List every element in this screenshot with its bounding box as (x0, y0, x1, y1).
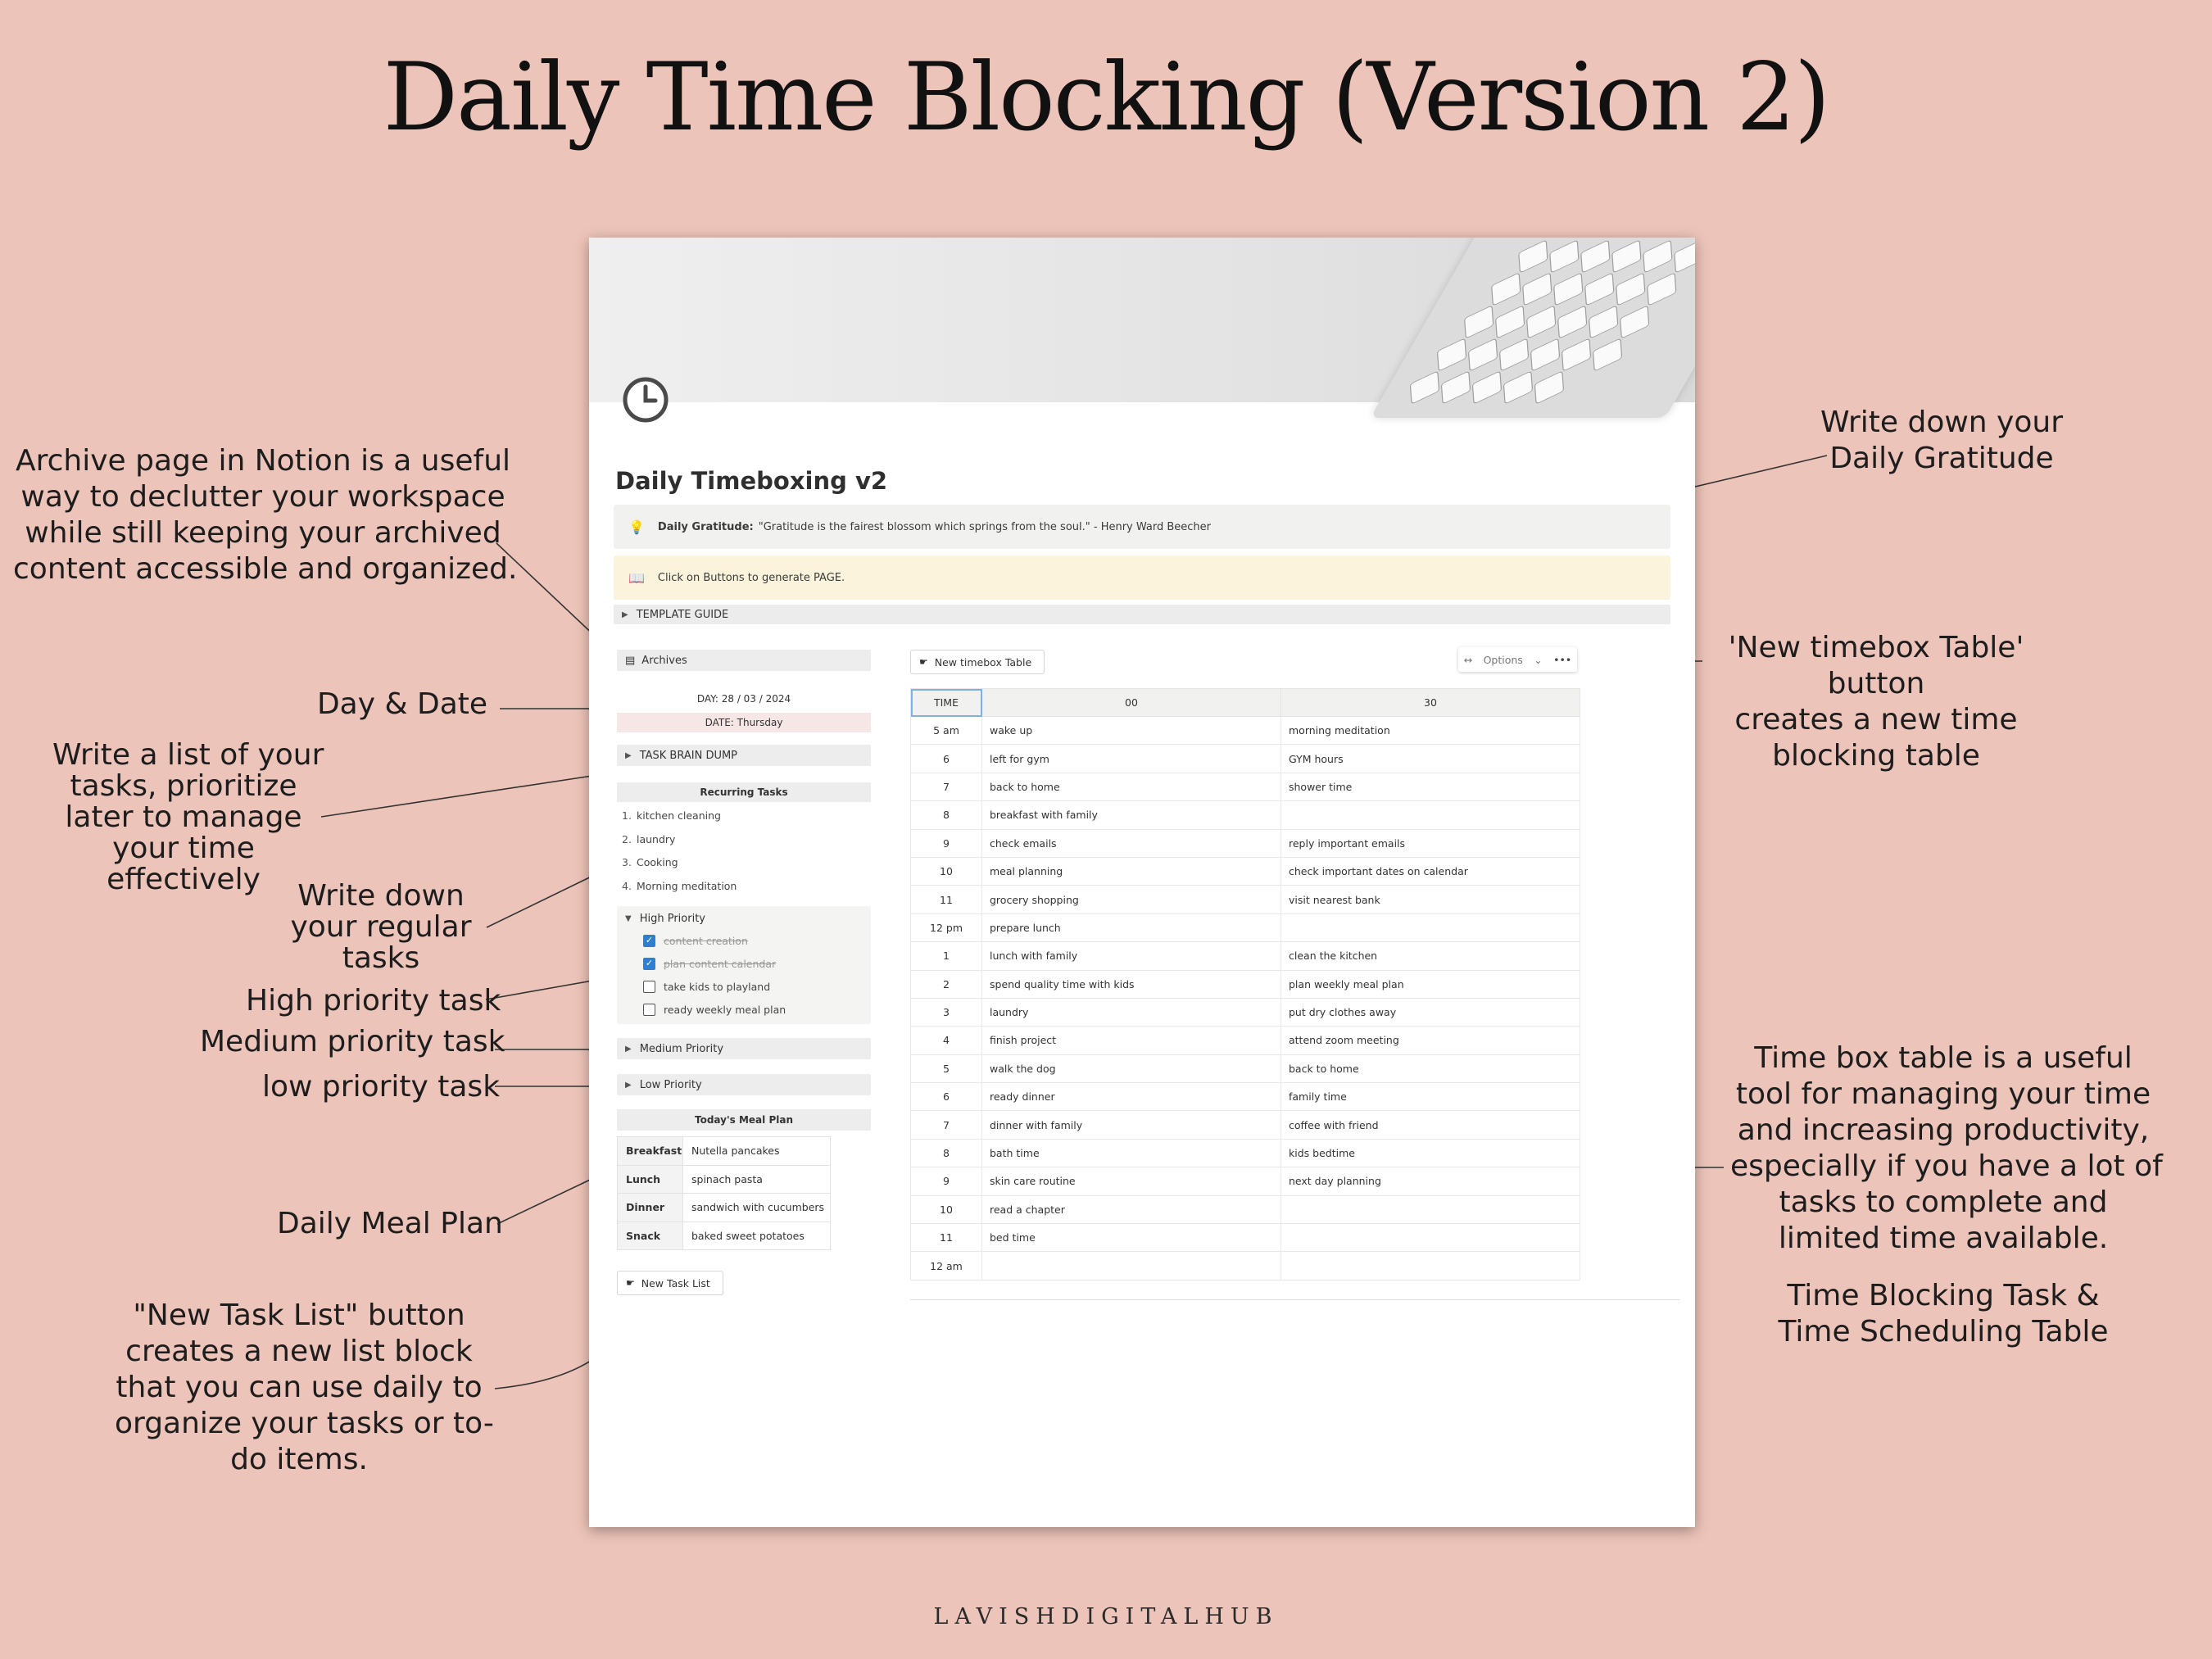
cover-image (589, 238, 1695, 402)
annotation-gratitude: Write down your Daily Gratitude (1820, 406, 2063, 475)
table-row (911, 942, 1580, 970)
notion-page (589, 238, 1695, 1527)
table-row (911, 1111, 1580, 1139)
checkbox-checked[interactable]: ✓ (643, 958, 655, 970)
task-cell[interactable]: put dry clothes away (1281, 998, 1580, 1026)
table-row (911, 773, 1580, 800)
template-guide-toggle[interactable]: ▶ TEMPLATE GUIDE (614, 605, 1670, 624)
task-cell[interactable]: finish project (982, 1027, 1281, 1054)
annotation-archive: Archive page in Notion is a useful way to declutter your workspace while still keeping your archived content accessible and organized. (13, 444, 518, 586)
book-icon: 📖 (628, 569, 645, 586)
task-cell[interactable]: grocery shopping (982, 886, 1281, 913)
table-row: Dinner sandwich with cucumbers (618, 1194, 831, 1222)
gratitude-label: Daily Gratitude: (657, 520, 754, 533)
list-item: 4. Morning meditation (622, 879, 737, 892)
pointer-icon: ☛ (919, 656, 928, 668)
task-cell[interactable]: read a chapter (982, 1195, 1281, 1223)
table-row: Breakfast Nutella pancakes (618, 1137, 831, 1166)
task-cell[interactable]: ready dinner (982, 1083, 1281, 1111)
table-row (911, 745, 1580, 773)
time-cell[interactable]: 5 (911, 1054, 982, 1082)
options-label[interactable]: Options (1483, 653, 1523, 666)
task-cell[interactable]: shower time (1281, 773, 1580, 800)
task-cell[interactable]: spend quality time with kids (982, 970, 1281, 998)
meal-plan-table (617, 1136, 831, 1250)
annotation-scheduling: Time Blocking Task & Time Scheduling Table (1778, 1279, 2109, 1349)
time-cell[interactable]: 10 (911, 1195, 982, 1223)
task-cell[interactable]: skin care routine (982, 1167, 1281, 1195)
table-row (911, 1224, 1580, 1252)
low-priority-toggle[interactable]: ▶ Low Priority (617, 1074, 871, 1095)
time-cell[interactable]: 11 (911, 1224, 982, 1252)
brand-footer: LAVISHDIGITALHUB (933, 1604, 1279, 1630)
table-row: Lunch spinach pasta (618, 1165, 831, 1194)
column-header[interactable]: TIME (911, 689, 982, 717)
task-cell[interactable] (1281, 1252, 1580, 1280)
options-menu[interactable] (1458, 647, 1577, 672)
task-cell[interactable]: walk the dog (982, 1054, 1281, 1082)
column-header[interactable]: 00 (982, 689, 1281, 717)
task-cell[interactable]: kids bedtime (1281, 1139, 1580, 1167)
annotation-regular: Write down your regular tasks (290, 879, 472, 975)
task-cell[interactable]: dinner with family (982, 1111, 1281, 1139)
pointer-icon: ☛ (626, 1277, 635, 1289)
date-value: DATE: Thursday (617, 713, 871, 732)
task-cell[interactable] (1281, 801, 1580, 829)
todo-item[interactable]: ready weekly meal plan (643, 1004, 786, 1016)
buttons-callout[interactable] (614, 555, 1670, 600)
more-icon[interactable]: ••• (1553, 653, 1572, 666)
task-cell[interactable]: back to home (982, 773, 1281, 800)
time-cell[interactable]: 12 am (911, 1252, 982, 1280)
checkbox[interactable] (643, 981, 655, 993)
table-row (911, 1252, 1580, 1280)
toggle-right-icon: ▶ (625, 1044, 632, 1054)
annotation-high: High priority task (246, 984, 501, 1018)
annotation-day-date: Day & Date (316, 687, 488, 721)
time-cell[interactable]: 6 (911, 745, 982, 773)
task-cell[interactable]: back to home (1281, 1054, 1580, 1082)
annotation-meal: Daily Meal Plan (277, 1207, 503, 1240)
list-item: 2. laundry (622, 832, 676, 845)
task-cell[interactable]: lunch with family (982, 942, 1281, 970)
line-regular (487, 871, 603, 927)
meal-plan-header: Today's Meal Plan (617, 1109, 871, 1131)
time-cell[interactable]: 2 (911, 970, 982, 998)
checkbox-checked[interactable]: ✓ (643, 935, 655, 947)
recurring-list (622, 805, 737, 898)
annotation-low: low priority task (262, 1070, 501, 1104)
divider (910, 1299, 1680, 1300)
table-row (911, 970, 1580, 998)
task-cell[interactable] (1281, 1195, 1580, 1223)
list-item: 3. Cooking (622, 856, 678, 868)
todo-item[interactable]: ✓ content creation (643, 935, 748, 947)
table-row: Snack baked sweet potatoes (618, 1222, 831, 1250)
annotation-task-list: Write a list of your tasks, prioritize later to manage your time effectively (52, 738, 324, 896)
time-cell[interactable]: 6 (911, 1083, 982, 1111)
task-cell[interactable]: morning meditation (1281, 717, 1580, 745)
new-task-list-button[interactable]: ☛ New Task List (617, 1271, 723, 1295)
table-row (911, 801, 1580, 829)
line-task-list (321, 774, 603, 817)
time-cell[interactable]: 8 (911, 1139, 982, 1167)
table-row (911, 913, 1580, 941)
archives-link[interactable]: ▤ Archives (617, 650, 871, 671)
time-cell[interactable]: 12 pm (911, 913, 982, 941)
time-cell[interactable]: 9 (911, 829, 982, 857)
task-cell[interactable]: check emails (982, 829, 1281, 857)
table-row (911, 886, 1580, 913)
task-cell[interactable]: bed time (982, 1224, 1281, 1252)
task-cell[interactable]: visit nearest bank (1281, 886, 1580, 913)
task-cell[interactable]: coffee with friend (1281, 1111, 1580, 1139)
task-cell[interactable]: wake up (982, 717, 1281, 745)
buttons-note: Click on Buttons to generate PAGE. (657, 571, 845, 584)
archive-icon: ▤ (625, 654, 636, 667)
table-row (911, 717, 1580, 745)
clock-icon (621, 375, 670, 424)
task-cell[interactable]: next day planning (1281, 1167, 1580, 1195)
time-cell[interactable]: 10 (911, 857, 982, 885)
time-cell[interactable]: 11 (911, 886, 982, 913)
time-cell[interactable]: 5 am (911, 717, 982, 745)
task-cell[interactable]: breakfast with family (982, 801, 1281, 829)
keyboard-image (1371, 238, 1695, 418)
task-brain-dump-toggle[interactable]: ▶ TASK BRAIN DUMP (617, 745, 871, 766)
task-cell[interactable] (982, 1252, 1281, 1280)
annotation-new-task-list: "New Task List" button creates a new list block that you can use daily to organize your tasks or to- do items. (115, 1299, 494, 1476)
task-cell[interactable] (1281, 913, 1580, 941)
task-cell[interactable]: check important dates on calendar (1281, 857, 1580, 885)
annotation-medium: Medium priority task (200, 1025, 505, 1058)
task-cell[interactable]: left for gym (982, 745, 1281, 773)
toggle-right-icon: ▶ (622, 610, 628, 619)
table-row (911, 1195, 1580, 1223)
table-row (911, 829, 1580, 857)
annotation-new-timebox: 'New timebox Table' button creates a new time blocking table (1728, 631, 2024, 773)
new-timebox-table-button[interactable]: ☛ New timebox Table (910, 650, 1045, 674)
task-cell[interactable]: reply important emails (1281, 829, 1580, 857)
time-cell[interactable]: 7 (911, 1111, 982, 1139)
line-meal (497, 1173, 604, 1224)
recurring-header: Recurring Tasks (617, 782, 871, 802)
notion-page-title: Daily Timeboxing v2 (615, 467, 888, 495)
checkbox[interactable] (643, 1004, 655, 1016)
task-cell[interactable]: attend zoom meeting (1281, 1027, 1580, 1054)
gratitude-text: "Gratitude is the fairest blossom which springs from the soul." - Henry Ward Beecher (758, 520, 1212, 533)
task-cell[interactable]: bath time (982, 1139, 1281, 1167)
day-value: DAY: 28 / 03 / 2024 (696, 693, 791, 705)
high-priority-toggle[interactable]: ▼ High Priority (625, 912, 705, 925)
resize-icon: ↔ (1463, 653, 1473, 666)
table-row (911, 1027, 1580, 1054)
lightbulb-icon: 💡 (628, 519, 645, 535)
toggle-right-icon: ▶ (625, 1080, 632, 1090)
todo-item[interactable]: ✓ plan content calendar (643, 958, 776, 970)
table-row (911, 857, 1580, 885)
task-cell[interactable]: prepare lunch (982, 913, 1281, 941)
page-title: Daily Time Blocking (Version 2) (383, 43, 1829, 152)
task-cell[interactable]: meal planning (982, 857, 1281, 885)
time-cell[interactable]: 3 (911, 998, 982, 1026)
list-item: 1. kitchen cleaning (622, 809, 721, 822)
chevron-down-icon: ⌄ (1534, 653, 1543, 666)
table-row (911, 1167, 1580, 1195)
task-cell[interactable]: plan weekly meal plan (1281, 970, 1580, 998)
annotation-timebox: Time box table is a useful tool for managing your time and increasing productivity, especially if you have a lot of tasks to complete and limited time available. (1730, 1041, 2163, 1255)
toggle-down-icon: ▼ (625, 913, 632, 923)
task-cell[interactable]: clean the kitchen (1281, 942, 1580, 970)
todo-item[interactable]: take kids to playland (643, 981, 770, 993)
task-cell[interactable] (1281, 1224, 1580, 1252)
time-cell[interactable]: 7 (911, 773, 982, 800)
medium-priority-toggle[interactable]: ▶ Medium Priority (617, 1038, 871, 1059)
toggle-right-icon: ▶ (625, 750, 632, 760)
time-cell[interactable]: 9 (911, 1167, 982, 1195)
time-cell[interactable]: 8 (911, 801, 982, 829)
column-header[interactable]: 30 (1281, 689, 1580, 717)
table-row (911, 1139, 1580, 1167)
task-cell[interactable]: GYM hours (1281, 745, 1580, 773)
task-cell[interactable]: laundry (982, 998, 1281, 1026)
table-header-row (911, 689, 1580, 717)
time-cell[interactable]: 4 (911, 1027, 982, 1054)
time-cell[interactable]: 1 (911, 942, 982, 970)
task-cell[interactable]: family time (1281, 1083, 1580, 1111)
timebox-table (910, 688, 1580, 1281)
gratitude-callout[interactable] (614, 505, 1670, 549)
table-row (911, 998, 1580, 1026)
table-row (911, 1054, 1580, 1082)
table-row (911, 1083, 1580, 1111)
